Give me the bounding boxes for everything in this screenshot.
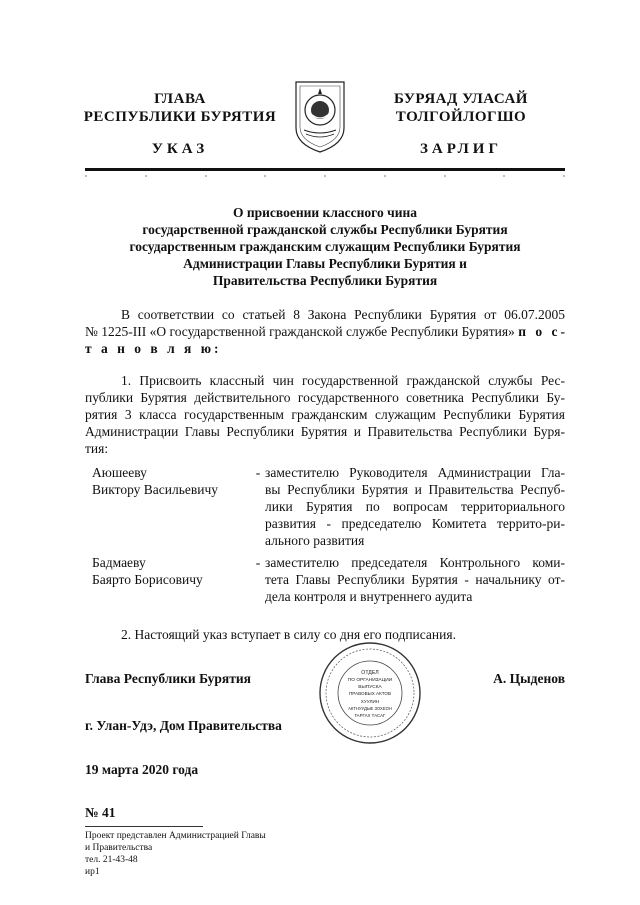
clause-2-text: 2. Настоящий указ вступает в силу со дня его подписания. [121, 627, 456, 642]
seal-text-line: ХУУЛИН [360, 699, 380, 704]
preamble-paragraph [85, 306, 568, 357]
appointee-position [265, 464, 565, 549]
decree-number: № 41 [85, 805, 116, 820]
signatory-role: Глава Республики Бурятия [85, 671, 251, 686]
appointee-name [92, 554, 242, 588]
header-dotted-line [85, 175, 565, 179]
position-line: ального развития [265, 533, 365, 548]
position-line: развития - председателю Комитета террито-ри- [265, 516, 565, 531]
seal-text-line: ПО ОРГАНИЗАЦИИ [347, 678, 393, 683]
position-line: вы Республики Бурятия и Правительства Респуб- [265, 482, 565, 497]
title-line: О присвоении классного чина [232, 205, 418, 220]
seal-text-line: ГАРГАХ ТАСАГ [354, 713, 386, 718]
clause-1-paragraph [85, 372, 565, 457]
document-kind-russian: УКАЗ [151, 141, 209, 157]
position-line: лики Бурятия по вопросам территориального [265, 499, 565, 514]
signatory-name: А. Цыденов [493, 671, 565, 686]
title-line: государственной гражданской службы Республики Бурятия [142, 222, 508, 237]
position-line: тета Главы Республики Бурятия - начальнику от- [265, 572, 565, 587]
official-seal-stamp-icon [318, 641, 422, 745]
preamble-resolve-end: т а н о в л я ю: [85, 341, 222, 356]
preamble-resolve: п о с- [518, 324, 568, 339]
seal-text-line: ВЫПУСКА [358, 685, 382, 690]
clause-1-line: 1. Присвоить классный чин государственной гражданской службы Рес- [121, 373, 565, 388]
footer-divider [85, 826, 203, 827]
appointee-surname: Бадмаеву [92, 555, 146, 570]
appointee-given-names: Баярто Борисовичу [92, 572, 203, 587]
appointee-given-names: Виктору Васильевичу [92, 482, 219, 497]
position-line: дела контроля и внутреннего аудита [265, 589, 473, 604]
position-line: заместителю председателя Контрольного коми- [265, 555, 565, 570]
footer-line: ир1 [85, 867, 100, 877]
decree-title [85, 204, 565, 289]
preamble-text: № 1225-III «О государственной гражданской службе Республики Бурятия» [85, 324, 515, 339]
appointee-surname: Аюшееву [92, 465, 147, 480]
preamble-line: В соответствии со статьей 8 Закона Республики Бурятия от 06.07.2005 [121, 307, 565, 322]
appointee-position [265, 554, 565, 605]
appointment-dash: - [255, 465, 261, 480]
clause-1-line: публики Бурятия действительного государственного советника Республики Бу- [85, 390, 565, 405]
seal-text-line: ПРАВОВЫХ АКТОВ [348, 691, 392, 696]
header-left-block [70, 90, 290, 126]
header-left-line2: РЕСПУБЛИКИ БУРЯТИЯ [83, 109, 277, 125]
clause-1-line: тия: [85, 441, 109, 456]
issue-place: г. Улан-Удэ, Дом Правительства [85, 718, 282, 733]
title-line: Администрации Главы Республики Бурятия и [183, 256, 467, 271]
footer-note [85, 830, 325, 878]
clause-1-line: рятия 3 класса государственным гражданским служащим Республики Бурятия [85, 407, 565, 422]
appointment-entry [85, 464, 565, 554]
title-line: Правительства Республики Бурятия [212, 273, 438, 288]
republic-emblem-icon [290, 76, 350, 154]
appointment-dash: - [255, 555, 261, 570]
position-line: заместителю Руководителя Администрации Гла- [265, 465, 565, 480]
footer-line: Проект представлен Администрацией Главы [85, 831, 266, 841]
issue-date: 19 марта 2020 года [85, 762, 199, 777]
clause-1-line: Администрации Главы Республики Бурятия и Правительства Республики Буря- [85, 424, 565, 439]
footer-line: тел. 21-43-48 [85, 855, 138, 865]
header-right-block [350, 90, 572, 126]
appointment-entry [85, 554, 565, 609]
title-line: государственным гражданским служащим Республики Бурятия [129, 239, 521, 254]
seal-text-line: ОТДЕЛ [361, 670, 379, 676]
header-right-line1: БУРЯАД УЛАСАЙ [394, 91, 528, 107]
preamble-line [85, 323, 568, 340]
footer-line: и Правительства [85, 843, 153, 853]
appointee-name [92, 464, 242, 498]
seal-text-line: АКТНУУДЫЕ ЗОХЕОН [348, 706, 392, 711]
document-kind-buryat: ЗАРЛИГ [419, 141, 503, 157]
header-right-line2: ТОЛГОЙЛОГШО [395, 109, 527, 125]
header-left-line1: ГЛАВА [154, 91, 206, 107]
header-divider [85, 168, 565, 171]
